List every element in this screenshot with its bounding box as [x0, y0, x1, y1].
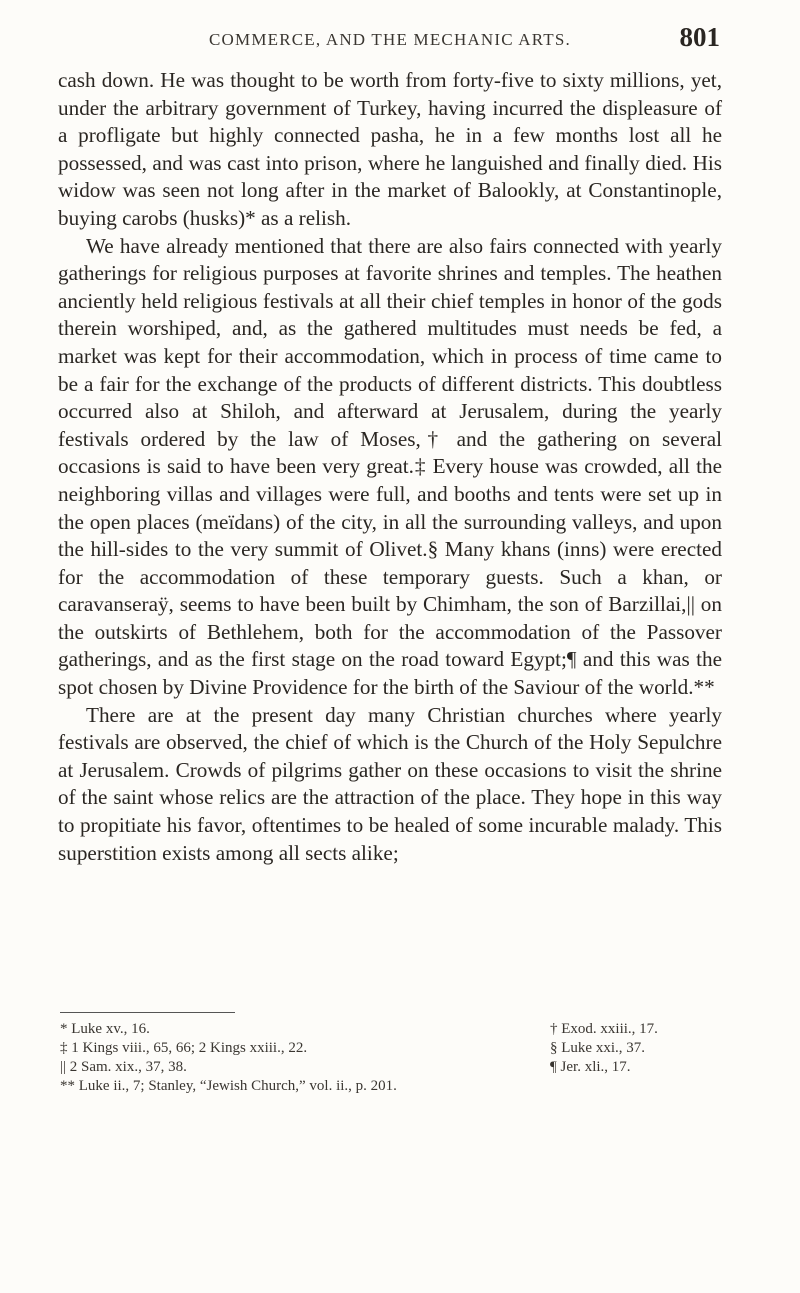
- footnote-row: [60, 1020, 720, 1039]
- footnote-row: [60, 1039, 720, 1058]
- footnote-kings: ‡ 1 Kings viii., 65, 66; 2 Kings xxiii., 22.: [60, 1040, 308, 1056]
- footnote-luke-ii: ** Luke ii., 7; Stanley, “Jewish Church,” vol. ii., p. 201.: [60, 1078, 397, 1094]
- body-text: [58, 67, 722, 867]
- footnote-luke-xxi: § Luke xxi., 37.: [550, 1040, 645, 1056]
- footnote-rule: [60, 1012, 235, 1013]
- footnote-samuel: || 2 Sam. xix., 37, 38.: [60, 1059, 187, 1075]
- footnotes: [60, 1020, 720, 1096]
- paragraph-2: We have already mentioned that there are also fairs connected with yearly gatherings for religious purposes at favorite shrines and temples. The heathen anciently held religious festivals at all their chief temples in honor of the gods therein worshiped, and, as the gathered multitudes must needs be fed, a market was kept for their accommodation, which in process of time came to be a fair for the exchange of the products of different districts. This doubtless occurred also at Shiloh, and afterward at Jerusalem, during the yearly festivals ordered by the law of Moses,† and the gathering on several occasions is said to have been very great.‡ Every house was crowded, all the neighboring villas and villages were full, and booths and tents were set up in the open places (meïdans) of the city, in all the surrounding valleys, and upon the hill-sides to the very summit of Olivet.§ Many khans (inns) were erected for the accommodation of these temporary guests. Such a khan, or caravanseraÿ, seems to have been built by Chimham, the son of Barzillai,|| on the outskirts of Bethlehem, both for the accommodation of the Passover gatherings, and as the first stage on the road toward Egypt;¶ and this was the spot chosen by Divine Providence for the birth of the Saviour of the world.**: [58, 233, 722, 700]
- footnote-empty: [550, 1077, 720, 1096]
- paragraph-1: cash down. He was thought to be worth from forty-five to sixty millions, yet, under the arbitrary government of Turkey, having incurred the displeasure of a profligate but highly connected pasha, he in a few months lost all he possessed, and was cast into prison, where he languished and finally died. His widow was seen not long after in the market of Balookly, at Constantinople, buying carobs (husks)* as a relish.: [58, 68, 722, 230]
- paragraph-3: There are at the present day many Christian churches where yearly festivals are observed, the chief of which is the Church of the Holy Sepulchre at Jerusalem. Crowds of pilgrims gather on these occasions to visit the shrine of the saint whose relics are the attraction of the place. They hope in this way to propitiate his favor, oftentimes to be healed of some incurable malady. This superstition exists among all sects alike;: [58, 702, 722, 865]
- page-header: [60, 22, 720, 52]
- footnote-row: [60, 1077, 720, 1096]
- page-number: 801: [679, 22, 720, 52]
- footnote-luke-xv: * Luke xv., 16.: [60, 1021, 150, 1037]
- running-head: COMMERCE, AND THE MECHANIC ARTS.: [209, 30, 571, 49]
- footnote-row: [60, 1058, 720, 1077]
- footnote-exod: † Exod. xxiii., 17.: [550, 1021, 658, 1037]
- footnote-jeremiah: ¶ Jer. xli., 17.: [550, 1059, 631, 1075]
